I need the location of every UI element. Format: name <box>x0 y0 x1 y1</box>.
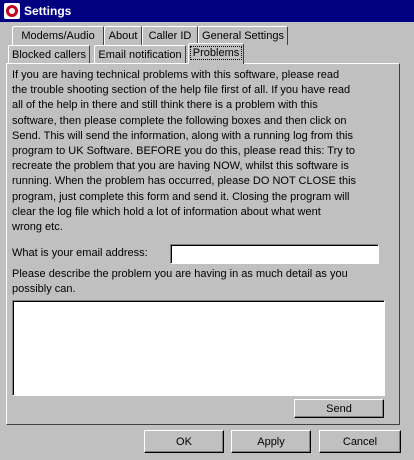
send-button[interactable]: Send <box>294 399 384 418</box>
tab-general-settings[interactable]: General Settings <box>198 26 288 45</box>
tab-blocked-callers[interactable]: Blocked callers <box>8 45 90 64</box>
tab-problems[interactable] <box>188 43 244 64</box>
title-bar <box>0 0 414 22</box>
describe-label: Please describe the problem you are having in as much detail as you possibly can. <box>12 268 348 295</box>
tab-modems-audio[interactable]: Modems/Audio <box>12 26 104 45</box>
tab-about[interactable]: About <box>104 26 142 45</box>
ok-button[interactable]: OK <box>144 430 224 453</box>
tab-problems-label: Problems <box>190 46 242 60</box>
cancel-button[interactable]: Cancel <box>319 430 401 453</box>
tab-caller-id[interactable]: Caller ID <box>142 26 198 45</box>
email-input[interactable] <box>170 244 379 264</box>
app-logo-icon[interactable] <box>4 3 20 19</box>
tab-email-notification[interactable]: Email notification <box>94 45 186 64</box>
problems-instructions: If you are having technical problems with this software, please read the trouble shooting section of the help file first of all. If you have read all of the help in there and still think there is a problem with this software, then please complete the following boxes and then click on Send. This will send the information, along with a running log from this program to UK Software. BEFORE you do this, please read this: Try to recreate the problem that you are having NOW, whilst this software is running. When the problem has occurred, please DO NOT CLOSE this program, just complete this form and send it. Closing the program will clear the log file which hold a lot of information about what went wrong etc. <box>12 69 357 234</box>
window-title: Settings <box>24 4 72 18</box>
apply-button[interactable]: Apply <box>231 430 311 453</box>
email-label: What is your email address: <box>12 247 148 259</box>
problem-description-textarea[interactable] <box>12 300 385 396</box>
